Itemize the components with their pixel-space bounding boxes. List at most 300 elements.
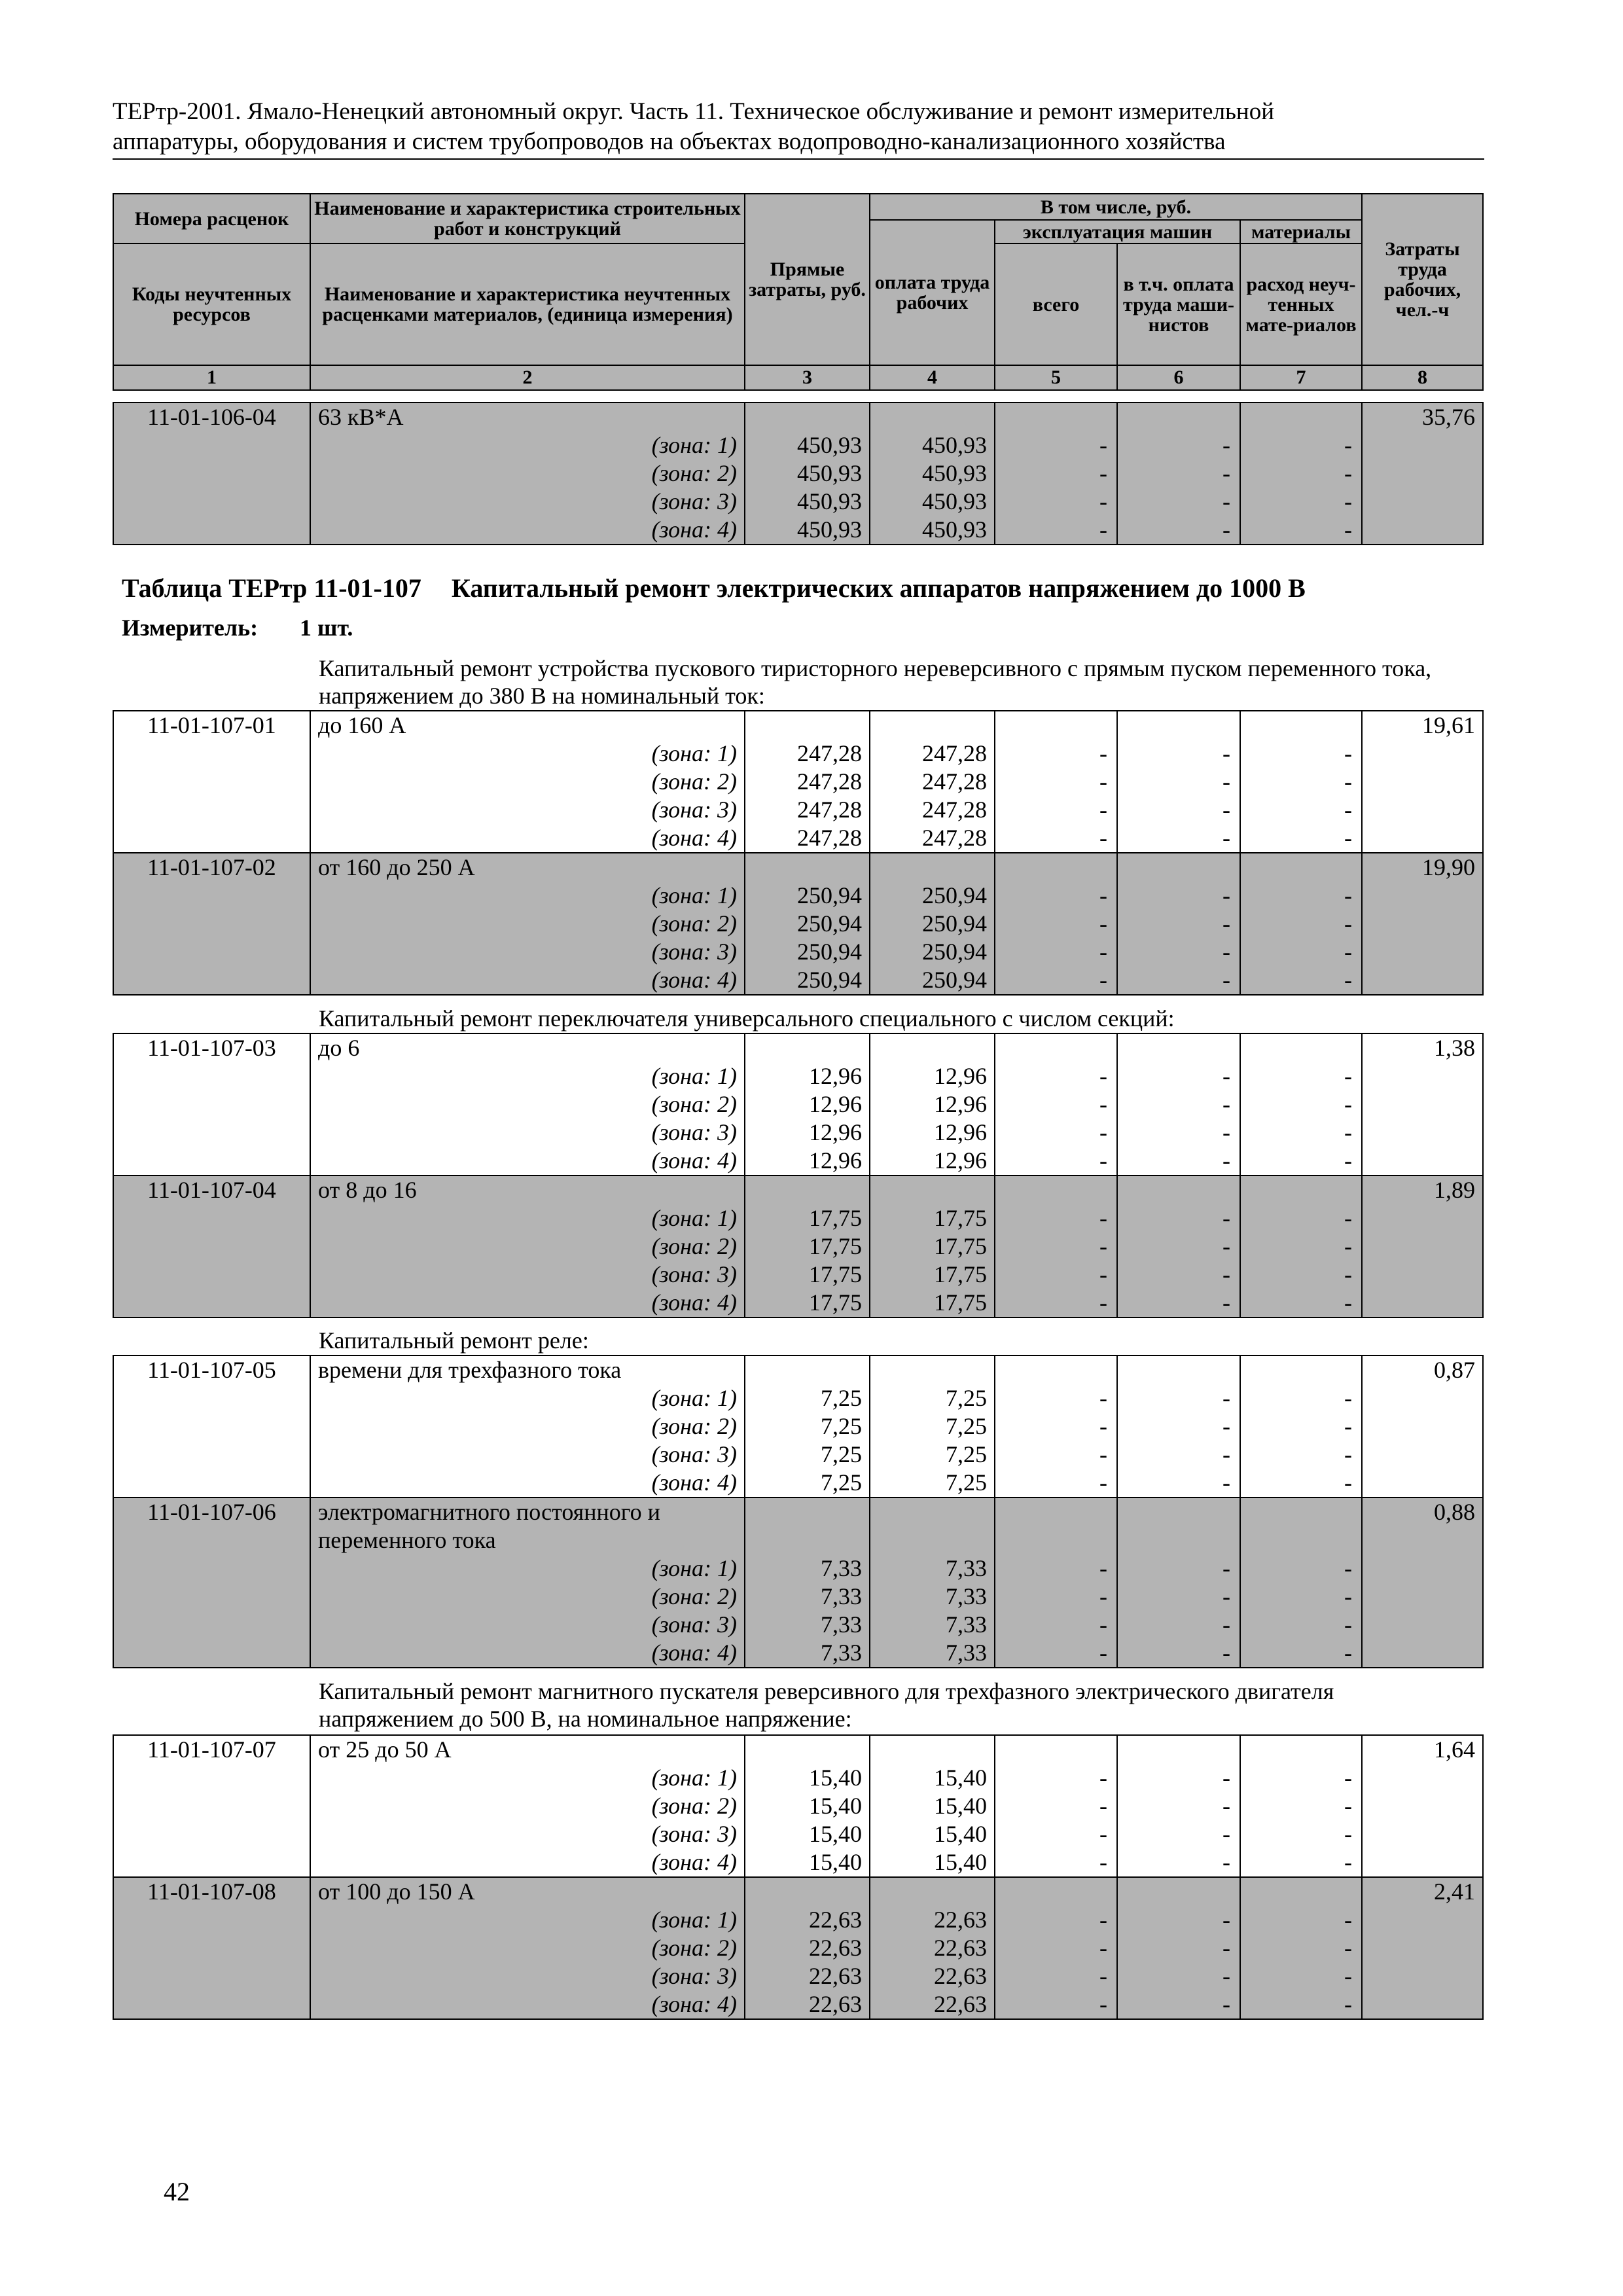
table-row <box>113 459 1483 488</box>
zone-label: (зона: 1) <box>310 1764 745 1792</box>
table-title-number: Таблица ТЕРтр 11-01-107 <box>122 573 421 603</box>
machinists-pay-value: - <box>1117 431 1240 459</box>
labor-pay-value: 250,94 <box>870 882 995 910</box>
zone-label: (зона: 4) <box>310 1289 745 1318</box>
labor-pay-value: 15,40 <box>870 1820 995 1848</box>
table-row <box>113 1441 1483 1469</box>
section-caption: Капитальный ремонт реле: <box>319 1327 589 1354</box>
machinists-pay-value: - <box>1117 1147 1240 1175</box>
labor-pay-value: 7,33 <box>870 1554 995 1583</box>
empty-cell <box>745 1526 870 1554</box>
labor-pay-value: 250,94 <box>870 966 995 995</box>
labor-value: 19,61 <box>1362 711 1483 740</box>
direct-cost: 7,25 <box>745 1384 870 1412</box>
rate-name: электромагнитного постоянного и <box>310 1498 745 1526</box>
materials-value: - <box>1240 1583 1362 1611</box>
empty-cell <box>113 740 310 768</box>
empty-cell <box>1362 882 1483 910</box>
zone-label: (зона: 2) <box>310 1792 745 1820</box>
zone-label: (зона: 2) <box>310 1583 745 1611</box>
running-header-line-1: ТЕРтр-2001. Ямало-Ненецкий автономный округ. Часть 11. Техническое обслуживание и ремонт измерительной <box>113 98 1275 125</box>
empty-cell <box>1362 459 1483 488</box>
rate-code: 11-01-107-04 <box>113 1175 310 1204</box>
empty-cell <box>113 1639 310 1668</box>
column-number: 6 <box>1117 365 1240 390</box>
rate-code: 11-01-107-02 <box>113 853 310 882</box>
rate-block <box>113 711 1483 853</box>
header-labor-costs: Затраты труда рабочих, чел.-ч <box>1362 194 1483 365</box>
empty-cell <box>1362 796 1483 824</box>
empty-cell <box>1362 938 1483 966</box>
machines-total-value: - <box>995 459 1117 488</box>
labor-pay-value: 7,25 <box>870 1469 995 1498</box>
empty-cell <box>870 1498 995 1526</box>
materials-value: - <box>1240 1848 1362 1877</box>
machines-total-value: - <box>995 1384 1117 1412</box>
empty-cell <box>995 1175 1117 1204</box>
machines-total-value: - <box>995 768 1117 796</box>
labor-pay-value: 250,94 <box>870 910 995 938</box>
empty-cell <box>1362 1289 1483 1318</box>
machines-total-value: - <box>995 1232 1117 1261</box>
table-row <box>113 1554 1483 1583</box>
direct-cost: 7,33 <box>745 1583 870 1611</box>
machinists-pay-value: - <box>1117 1906 1240 1934</box>
table-row <box>113 1877 1483 1906</box>
table-row <box>113 824 1483 853</box>
empty-cell <box>113 824 310 853</box>
empty-cell <box>1362 1384 1483 1412</box>
table-row <box>113 1204 1483 1232</box>
materials-value: - <box>1240 740 1362 768</box>
table-row <box>113 1934 1483 1962</box>
direct-cost: 7,25 <box>745 1469 870 1498</box>
machinists-pay-value: - <box>1117 1764 1240 1792</box>
machines-total-value: - <box>995 1848 1117 1877</box>
empty-cell <box>113 1906 310 1934</box>
machines-total-value: - <box>995 1261 1117 1289</box>
machines-total-value: - <box>995 882 1117 910</box>
rate-code: 11-01-107-07 <box>113 1735 310 1764</box>
zone-label: (зона: 4) <box>310 1639 745 1668</box>
machines-total-value: - <box>995 1062 1117 1090</box>
empty-cell <box>1240 1033 1362 1062</box>
direct-cost: 15,40 <box>745 1764 870 1792</box>
empty-cell <box>995 1355 1117 1384</box>
direct-cost: 12,96 <box>745 1119 870 1147</box>
zone-label: (зона: 1) <box>310 1384 745 1412</box>
empty-cell <box>1362 1412 1483 1441</box>
labor-pay-value: 247,28 <box>870 824 995 853</box>
machinists-pay-value: - <box>1117 1062 1240 1090</box>
machines-total-value: - <box>995 966 1117 995</box>
machinists-pay-value: - <box>1117 824 1240 853</box>
table-row <box>113 1848 1483 1877</box>
machinists-pay-value: - <box>1117 1232 1240 1261</box>
table-row <box>113 1583 1483 1611</box>
direct-cost: 7,33 <box>745 1639 870 1668</box>
direct-cost: 17,75 <box>745 1261 870 1289</box>
rates-table-section-c <box>113 1355 1484 1668</box>
zone-label: (зона: 1) <box>310 1554 745 1583</box>
rate-name: от 100 до 150 А <box>310 1877 745 1906</box>
machines-total-value: - <box>995 1639 1117 1668</box>
rate-code: 11-01-107-01 <box>113 711 310 740</box>
empty-cell <box>870 711 995 740</box>
materials-value: - <box>1240 1990 1362 2019</box>
header-including: В том числе, руб. <box>870 194 1362 220</box>
rate-code: 11-01-107-06 <box>113 1498 310 1526</box>
machines-total-value: - <box>995 1554 1117 1583</box>
zone-label: (зона: 3) <box>310 1119 745 1147</box>
machines-total-value: - <box>995 1147 1117 1175</box>
section-caption: Капитальный ремонт магнитного пускателя реверсивного для трехфазного электрического двигателя напряжением до 500 В, на номинальное напряжение: <box>319 1678 1334 1732</box>
rate-block <box>113 403 1483 545</box>
section-caption: Капитальный ремонт устройства пускового тиристорного нереверсивного с прямым пуском переменного тока, напряжением до 380 В на номинальный ток: <box>319 655 1432 709</box>
machinists-pay-value: - <box>1117 1792 1240 1820</box>
empty-cell <box>1362 966 1483 995</box>
machinists-pay-value: - <box>1117 1412 1240 1441</box>
empty-cell <box>1117 1355 1240 1384</box>
table-row <box>113 1906 1483 1934</box>
empty-cell <box>113 431 310 459</box>
machinists-pay-value: - <box>1117 1934 1240 1962</box>
zone-label: (зона: 1) <box>310 431 745 459</box>
machinists-pay-value: - <box>1117 1261 1240 1289</box>
empty-cell <box>1117 1526 1240 1554</box>
empty-cell <box>1362 1906 1483 1934</box>
empty-cell <box>113 1764 310 1792</box>
empty-cell <box>1362 1792 1483 1820</box>
empty-cell <box>870 1877 995 1906</box>
empty-cell <box>995 1877 1117 1906</box>
empty-cell <box>1362 768 1483 796</box>
machinists-pay-value: - <box>1117 1554 1240 1583</box>
empty-cell <box>1362 1990 1483 2019</box>
table-row <box>113 1062 1483 1090</box>
page-number: 42 <box>164 2177 190 2206</box>
labor-pay-value: 7,25 <box>870 1412 995 1441</box>
direct-cost: 12,96 <box>745 1090 870 1119</box>
direct-cost: 15,40 <box>745 1792 870 1820</box>
labor-pay-value: 250,94 <box>870 938 995 966</box>
rates-table-section-b <box>113 1033 1484 1318</box>
empty-cell <box>113 768 310 796</box>
zone-label: (зона: 3) <box>310 1261 745 1289</box>
column-number: 7 <box>1240 365 1362 390</box>
empty-cell <box>1240 1735 1362 1764</box>
empty-cell <box>870 1033 995 1062</box>
empty-cell <box>1362 1820 1483 1848</box>
table-row <box>113 1289 1483 1318</box>
materials-value: - <box>1240 1289 1362 1318</box>
table-row <box>113 1526 1483 1554</box>
rate-name: до 160 А <box>310 711 745 740</box>
machinists-pay-value: - <box>1117 1611 1240 1639</box>
direct-cost: 7,25 <box>745 1441 870 1469</box>
empty-cell <box>113 910 310 938</box>
machines-total-value: - <box>995 1441 1117 1469</box>
empty-cell <box>113 1848 310 1877</box>
direct-cost: 247,28 <box>745 824 870 853</box>
materials-value: - <box>1240 1639 1362 1668</box>
measure-label: Измеритель: <box>122 615 259 641</box>
labor-pay-value: 7,25 <box>870 1441 995 1469</box>
direct-cost: 450,93 <box>745 459 870 488</box>
zone-label: (зона: 4) <box>310 1147 745 1175</box>
labor-pay-value: 450,93 <box>870 516 995 545</box>
machines-total-value: - <box>995 1090 1117 1119</box>
empty-cell <box>113 1611 310 1639</box>
zone-label: (зона: 3) <box>310 1962 745 1990</box>
machinists-pay-value: - <box>1117 1119 1240 1147</box>
machinists-pay-value: - <box>1117 1384 1240 1412</box>
empty-cell <box>113 796 310 824</box>
empty-cell <box>995 1526 1117 1554</box>
empty-cell <box>1240 403 1362 431</box>
machinists-pay-value: - <box>1117 768 1240 796</box>
direct-cost: 247,28 <box>745 768 870 796</box>
machinists-pay-value: - <box>1117 796 1240 824</box>
empty-cell <box>113 882 310 910</box>
table-row <box>113 1232 1483 1261</box>
materials-value: - <box>1240 459 1362 488</box>
labor-pay-value: 247,28 <box>870 768 995 796</box>
machinists-pay-value: - <box>1117 516 1240 545</box>
machines-total-value: - <box>995 1990 1117 2019</box>
empty-cell <box>1117 1498 1240 1526</box>
rate-code: 11-01-107-08 <box>113 1877 310 1906</box>
empty-cell <box>870 1735 995 1764</box>
zone-label: (зона: 2) <box>310 768 745 796</box>
machinists-pay-value: - <box>1117 1848 1240 1877</box>
labor-value: 19,90 <box>1362 853 1483 882</box>
empty-cell <box>1117 403 1240 431</box>
direct-cost: 450,93 <box>745 488 870 516</box>
empty-cell <box>113 966 310 995</box>
table-title <box>122 573 1306 603</box>
empty-cell <box>1117 1877 1240 1906</box>
empty-cell <box>113 1526 310 1554</box>
machines-total-value: - <box>995 1820 1117 1848</box>
direct-cost: 7,25 <box>745 1412 870 1441</box>
rate-block <box>113 1355 1483 1498</box>
empty-cell <box>1362 1934 1483 1962</box>
materials-value: - <box>1240 882 1362 910</box>
machinists-pay-value: - <box>1117 938 1240 966</box>
labor-pay-value: 17,75 <box>870 1261 995 1289</box>
materials-value: - <box>1240 1232 1362 1261</box>
table-row <box>113 966 1483 995</box>
direct-cost: 17,75 <box>745 1289 870 1318</box>
labor-pay-value: 247,28 <box>870 796 995 824</box>
table-row <box>113 1735 1483 1764</box>
zone-label: (зона: 1) <box>310 1204 745 1232</box>
labor-value: 1,64 <box>1362 1735 1483 1764</box>
labor-pay-value: 12,96 <box>870 1119 995 1147</box>
zone-label: (зона: 4) <box>310 516 745 545</box>
header-material-name: Наименование и характеристика неучтенных расценками материалов, (единица измерения) <box>310 243 745 365</box>
column-header-table <box>113 193 1484 391</box>
empty-cell <box>1362 1204 1483 1232</box>
empty-cell <box>1362 1962 1483 1990</box>
table-row <box>113 1384 1483 1412</box>
empty-cell <box>745 1877 870 1906</box>
direct-cost: 250,94 <box>745 910 870 938</box>
empty-cell <box>113 1204 310 1232</box>
empty-cell <box>113 1261 310 1289</box>
labor-value: 0,88 <box>1362 1498 1483 1526</box>
empty-cell <box>870 853 995 882</box>
table-row <box>113 403 1483 431</box>
header-rate-numbers: Номера расценок <box>113 194 310 243</box>
machines-total-value: - <box>995 1934 1117 1962</box>
labor-pay-value: 247,28 <box>870 740 995 768</box>
direct-cost: 250,94 <box>745 966 870 995</box>
machines-total-value: - <box>995 1289 1117 1318</box>
header-work-name: Наименование и характеристика строительных работ и конструкций <box>310 194 745 243</box>
empty-cell <box>1362 1469 1483 1498</box>
labor-pay-value: 12,96 <box>870 1090 995 1119</box>
running-header <box>113 97 1484 160</box>
labor-pay-value: 450,93 <box>870 459 995 488</box>
rate-name: 63 кВ*А <box>310 403 745 431</box>
labor-pay-value: 15,40 <box>870 1792 995 1820</box>
machinists-pay-value: - <box>1117 1583 1240 1611</box>
empty-cell <box>113 1934 310 1962</box>
empty-cell <box>745 1175 870 1204</box>
machinists-pay-value: - <box>1117 1990 1240 2019</box>
table-row <box>113 1639 1483 1668</box>
column-number: 1 <box>113 365 310 390</box>
empty-cell <box>1117 1033 1240 1062</box>
direct-cost: 450,93 <box>745 516 870 545</box>
empty-cell <box>113 1962 310 1990</box>
header-labor-pay: оплата труда рабочих <box>870 220 995 365</box>
materials-value: - <box>1240 1062 1362 1090</box>
empty-cell <box>995 403 1117 431</box>
empty-cell <box>1362 1639 1483 1668</box>
labor-pay-value: 7,33 <box>870 1639 995 1668</box>
zone-label: (зона: 4) <box>310 1469 745 1498</box>
rate-block <box>113 1175 1483 1318</box>
table-row <box>113 1792 1483 1820</box>
machines-total-value: - <box>995 796 1117 824</box>
zone-label: (зона: 2) <box>310 459 745 488</box>
table-row <box>113 1119 1483 1147</box>
running-header-line-2: аппаратуры, оборудования и систем трубопроводов на объектах водопроводно-канализационного хозяйства <box>113 128 1226 155</box>
empty-cell <box>1362 910 1483 938</box>
rate-code: 11-01-106-04 <box>113 403 310 431</box>
empty-cell <box>1362 1441 1483 1469</box>
labor-pay-value: 15,40 <box>870 1764 995 1792</box>
empty-cell <box>1240 1877 1362 1906</box>
column-number: 5 <box>995 365 1117 390</box>
empty-cell <box>1362 1119 1483 1147</box>
rate-name: от 160 до 250 А <box>310 853 745 882</box>
table-title-name: Капитальный ремонт электрических аппаратов напряжением до 1000 В <box>451 573 1306 603</box>
direct-cost: 12,96 <box>745 1147 870 1175</box>
materials-value: - <box>1240 1906 1362 1934</box>
empty-cell <box>995 1735 1117 1764</box>
labor-pay-value: 22,63 <box>870 1990 995 2019</box>
machines-total-value: - <box>995 910 1117 938</box>
machines-total-value: - <box>995 1583 1117 1611</box>
direct-cost: 22,63 <box>745 1990 870 2019</box>
empty-cell <box>113 1441 310 1469</box>
materials-value: - <box>1240 1469 1362 1498</box>
header-resource-codes: Коды неучтенных ресурсов <box>113 243 310 365</box>
zone-label: (зона: 2) <box>310 1412 745 1441</box>
materials-value: - <box>1240 431 1362 459</box>
empty-cell <box>1362 1764 1483 1792</box>
zone-label: (зона: 2) <box>310 1090 745 1119</box>
table-row <box>113 768 1483 796</box>
table-row <box>113 1990 1483 2019</box>
table-row <box>113 1175 1483 1204</box>
materials-value: - <box>1240 1764 1362 1792</box>
direct-cost: 17,75 <box>745 1232 870 1261</box>
materials-value: - <box>1240 1820 1362 1848</box>
empty-cell <box>1362 1062 1483 1090</box>
machines-total-value: - <box>995 1119 1117 1147</box>
labor-pay-value: 7,25 <box>870 1384 995 1412</box>
empty-cell <box>113 1090 310 1119</box>
empty-cell <box>113 1554 310 1583</box>
machines-total-value: - <box>995 1962 1117 1990</box>
machinists-pay-value: - <box>1117 1469 1240 1498</box>
materials-value: - <box>1240 1384 1362 1412</box>
materials-value: - <box>1240 1119 1362 1147</box>
table-row <box>113 1764 1483 1792</box>
empty-cell <box>113 1469 310 1498</box>
zone-label: (зона: 2) <box>310 1232 745 1261</box>
machines-total-value: - <box>995 740 1117 768</box>
zone-label: (зона: 3) <box>310 1441 745 1469</box>
table-row <box>113 1962 1483 1990</box>
materials-value: - <box>1240 1611 1362 1639</box>
materials-value: - <box>1240 1204 1362 1232</box>
measure-unit <box>122 614 353 641</box>
labor-pay-value: 12,96 <box>870 1147 995 1175</box>
materials-value: - <box>1240 1554 1362 1583</box>
labor-pay-value: 7,33 <box>870 1611 995 1639</box>
materials-value: - <box>1240 1261 1362 1289</box>
table-row <box>113 1147 1483 1175</box>
machines-total-value: - <box>995 1792 1117 1820</box>
machines-total-value: - <box>995 1764 1117 1792</box>
table-row <box>113 1355 1483 1384</box>
materials-value: - <box>1240 796 1362 824</box>
empty-cell <box>745 1735 870 1764</box>
zone-label: (зона: 3) <box>310 1611 745 1639</box>
machinists-pay-value: - <box>1117 1820 1240 1848</box>
empty-cell <box>1240 1355 1362 1384</box>
rate-block <box>113 1498 1483 1668</box>
labor-pay-value: 12,96 <box>870 1062 995 1090</box>
empty-cell <box>113 516 310 545</box>
empty-cell <box>1362 516 1483 545</box>
zone-label: (зона: 4) <box>310 824 745 853</box>
table-row <box>113 910 1483 938</box>
machines-total-value: - <box>995 1204 1117 1232</box>
measure-value: 1 шт. <box>300 615 353 641</box>
header-machinists-pay: в т.ч. оплата труда маши-нистов <box>1117 243 1240 365</box>
labor-value: 35,76 <box>1362 403 1483 431</box>
table-row <box>113 1090 1483 1119</box>
empty-cell <box>1362 824 1483 853</box>
labor-pay-value: 450,93 <box>870 488 995 516</box>
